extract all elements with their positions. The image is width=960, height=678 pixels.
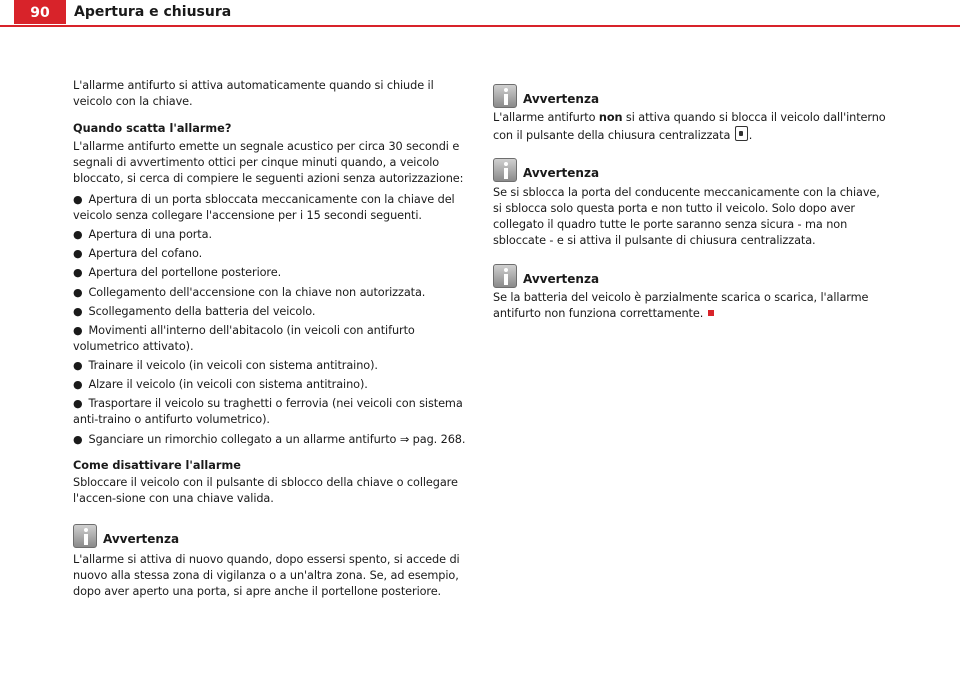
list-item-text: Collegamento dell'accensione con la chiave non autorizzata. [88, 286, 426, 299]
list-item [73, 358, 468, 374]
warning-text: Se la batteria del veicolo è parzialmente scarica o scarica, l'allarme antifurto non funziona correttamente. [493, 291, 869, 320]
warning-text: L'allarme antifurto [493, 111, 599, 124]
warning-paragraph: L'allarme si attiva di nuovo quando, dopo essersi spento, si accede di nuovo alla stessa zona di vigilanza o a un'altra zona. Se, ad esempio, dopo aver aperto una porta, si apre anche il portellone posteriore. [73, 553, 460, 598]
bullet-icon: ● [73, 286, 83, 299]
when-heading: Quando scatta l'allarme? [73, 122, 232, 135]
bullet-icon: ● [73, 397, 83, 410]
list-item [73, 265, 468, 281]
disable-paragraph: Sbloccare il veicolo con il pulsante di sblocco della chiave o collegare l'accen-sione con una chiave valida. [73, 476, 458, 505]
bullet-icon: ● [73, 359, 83, 372]
list-item [73, 304, 468, 320]
warning-paragraph [493, 110, 888, 144]
warning-label: Avvertenza [523, 272, 600, 286]
info-icon [493, 158, 517, 182]
list-item [73, 323, 468, 355]
warning-text: si attiva quando si blocca il veicolo dall'interno con il pulsante della chiusura centralizzata [493, 111, 886, 142]
warning-paragraph [493, 290, 888, 322]
info-icon [73, 524, 97, 548]
bullet-icon: ● [73, 433, 83, 446]
list-item [73, 192, 468, 224]
list-item [73, 432, 468, 448]
list-item-text: Apertura di un porta sbloccata meccanicamente con la chiave del veicolo senza collegare l'accensione per i 15 secondi seguenti. [73, 193, 455, 222]
warning-paragraph: Se si sblocca la porta del conducente meccanicamente con la chiave, si sblocca solo questa porta e non tutto il veicolo. Solo dopo aver collegato il quadro tutte le porte saranno senza sicura - ma non sbloccate - e si attiva il pulsante di chiusura centralizzata. [493, 186, 880, 247]
page-title: Apertura e chiusura [74, 4, 232, 20]
header-rule [0, 25, 960, 27]
list-item-text: Apertura del portellone posteriore. [88, 266, 282, 279]
warning-heading [493, 264, 693, 290]
list-item [73, 377, 468, 393]
list-item [73, 246, 468, 262]
lock-icon [735, 126, 748, 141]
bullet-icon: ● [73, 378, 83, 391]
bullet-icon: ● [73, 324, 83, 337]
bullet-icon: ● [73, 247, 83, 260]
list-item [73, 285, 468, 301]
page-header [0, 0, 960, 27]
bullet-icon: ● [73, 305, 83, 318]
list-item-text: Movimenti all'interno dell'abitacolo (in veicoli con antifurto volumetrico attivato). [73, 324, 415, 353]
list-item [73, 227, 468, 243]
warning-emphasis: non [598, 111, 623, 124]
bullet-icon: ● [73, 266, 83, 279]
warning-heading [73, 524, 273, 550]
list-item-text: Apertura di una porta. [88, 228, 212, 241]
list-item [73, 396, 468, 428]
page-number: 90 [14, 0, 66, 24]
when-paragraph: L'allarme antifurto emette un segnale acustico per circa 30 secondi e segnali di avvertimento ottici per cinque minuti quando, a veicolo bloccato, si cerca di compiere le seguenti azioni senza autorizzazione: [73, 140, 464, 185]
info-icon [493, 264, 517, 288]
info-icon [493, 84, 517, 108]
warning-heading [493, 84, 693, 110]
end-marker-icon [708, 310, 714, 316]
warning-text: . [748, 129, 753, 142]
warning-label: Avvertenza [523, 166, 600, 180]
bullet-icon: ● [73, 228, 83, 241]
list-item-text: Sganciare un rimorchio collegato a un allarme antifurto ⇒ pag. 268. [88, 433, 466, 446]
list-item-text: Apertura del cofano. [88, 247, 203, 260]
list-item-text: Trainare il veicolo (in veicoli con sistema antitraino). [88, 359, 378, 372]
warning-heading [493, 158, 693, 184]
list-item-text: Alzare il veicolo (in veicoli con sistema antitraino). [88, 378, 368, 391]
intro-paragraph: L'allarme antifurto si attiva automaticamente quando si chiude il veicolo con la chiave. [73, 79, 434, 108]
bullet-icon: ● [73, 193, 83, 206]
list-item-text: Scollegamento della batteria del veicolo. [88, 305, 316, 318]
disable-heading: Come disattivare l'allarme [73, 459, 241, 472]
warning-label: Avvertenza [523, 92, 600, 106]
warning-label: Avvertenza [103, 532, 180, 546]
list-item-text: Trasportare il veicolo su traghetti o ferrovia (nei veicoli con sistema anti-traino o antifurto volumetrico). [73, 397, 463, 426]
